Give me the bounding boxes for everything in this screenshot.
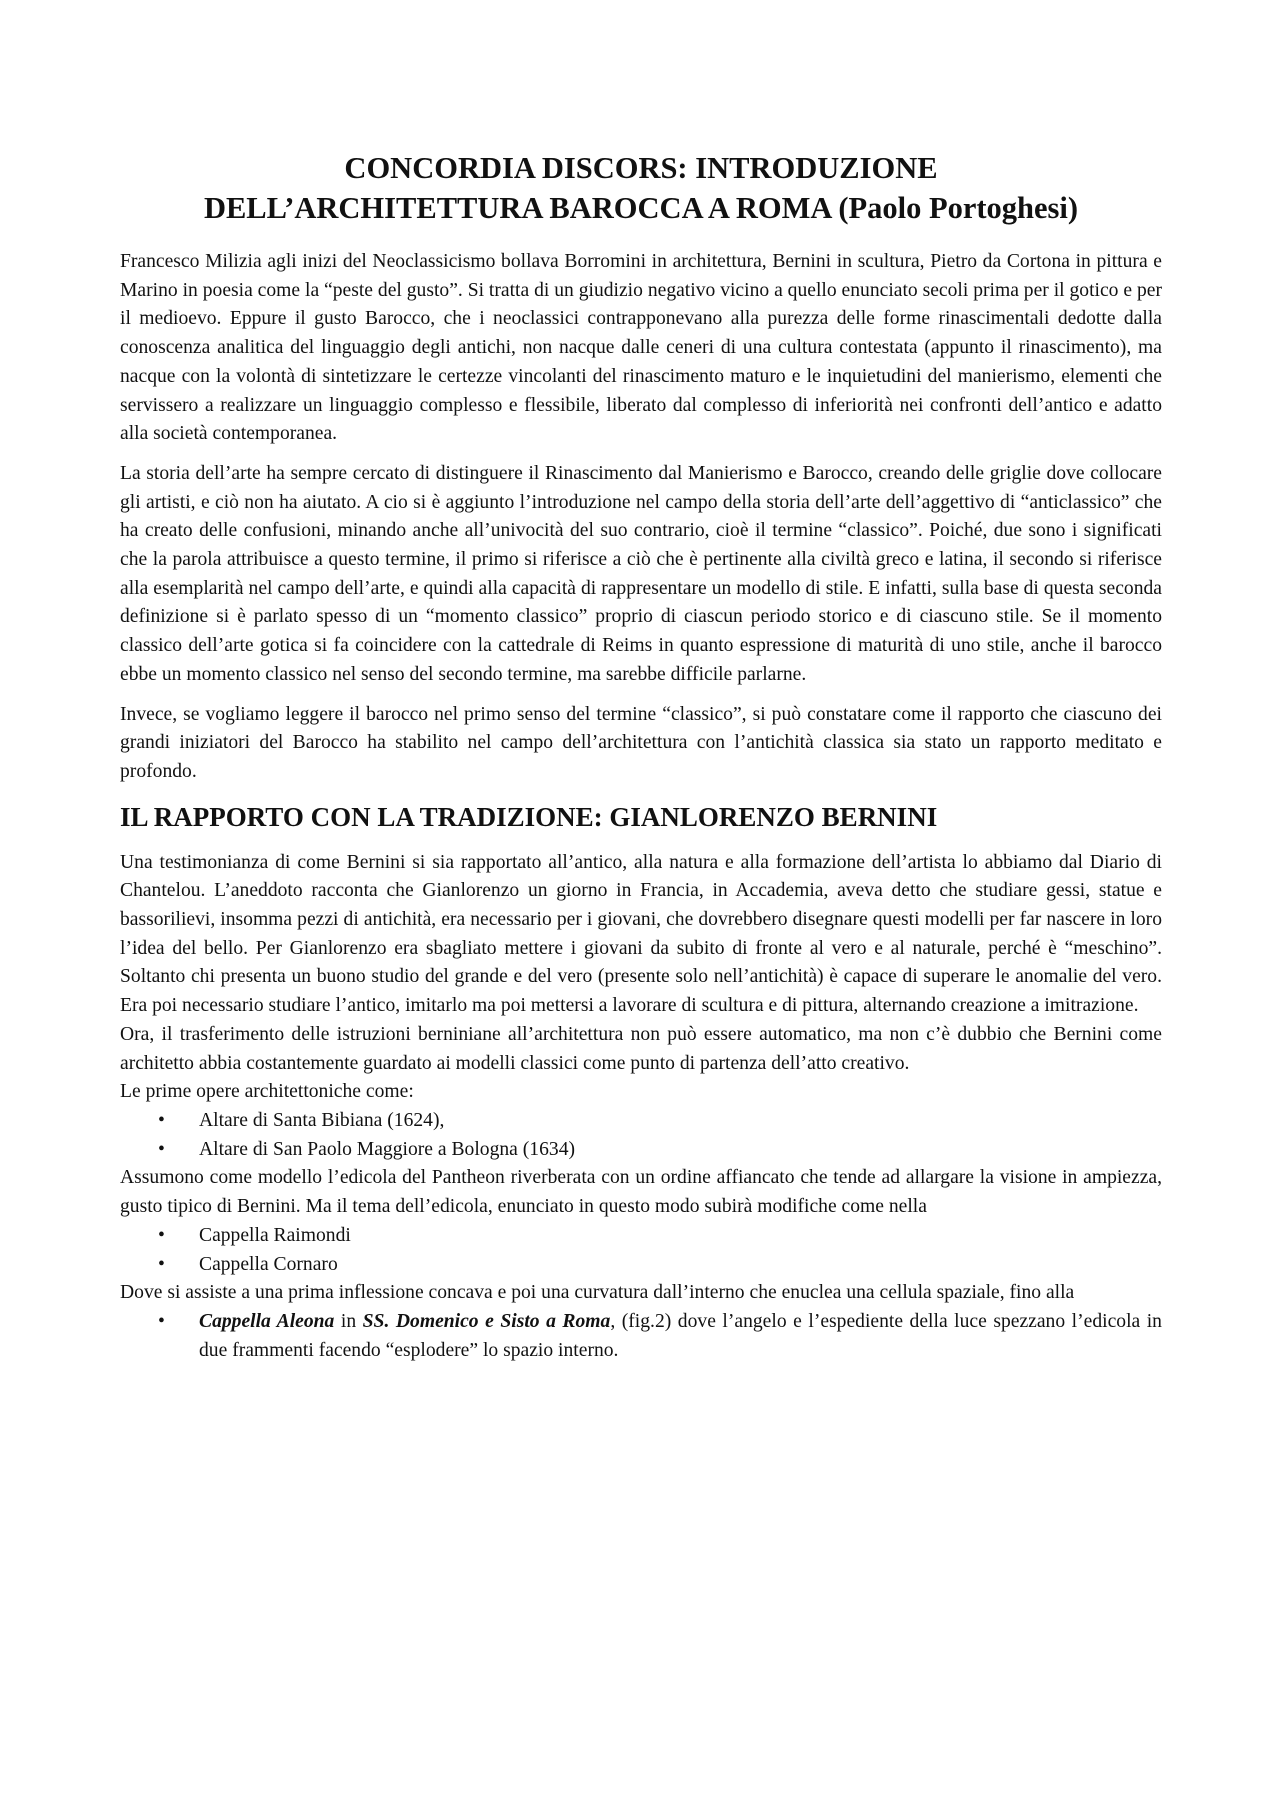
connector-word: in (340, 1310, 357, 1332)
list-item-text: Cappella Cornaro (199, 1253, 338, 1275)
document-page (120, 148, 1162, 1365)
list-item (120, 1222, 1162, 1251)
list-item (120, 1308, 1162, 1365)
bullet-glyph: • (158, 1138, 165, 1160)
bullet-glyph: • (158, 1109, 165, 1131)
list-item-text: Cappella Raimondi (199, 1224, 351, 1246)
bullet-glyph: • (158, 1224, 165, 1246)
list-cappella-aleona (120, 1308, 1162, 1365)
paragraph-pantheon: Assumono come modello l’edicola del Pantheon riverberata con un ordine affiancato che tende ad allargare la visione in ampiezza, gusto tipico di Bernini. Ma il tema dell’edicola, enunciato in questo modo subirà modifiche come nella (120, 1167, 1162, 1218)
paragraph-storia-arte: La storia dell’arte ha sempre cercato di distinguere il Rinascimento dal Manierismo e Barocco, creando delle griglie dove collocare gli artisti, e ciò non ha aiutato. A cio si è aggiunto l’introduzione nel campo della storia dell’arte dell’aggettivo di “anticlassico” che ha creato delle confusioni, minando anche all’univocità del suo contrario, cioè il termine “classico”. Poiché, due sono i significati che la parola attribuisce a questo termine, il primo si riferisce a ciò che è pertinente alla civiltà greco e latina, il secondo si riferisce alla esemplarità nel campo dell’arte, e quindi alla capacità di rappresentare un modello di stile. E infatti, sulla base di questa seconda definizione si è parlato spesso di un “momento classico” proprio di ciascun periodo storico e di ciascuno stile. Se il momento classico dell’arte gotica si fa coincidere con la cattedrale di Reims in quanto espressione di maturità di uno stile, anche il barocco ebbe un momento classico nel senso del secondo termine, ma sarebbe difficile parlarne. (120, 462, 1162, 685)
list-prime-opere (120, 1107, 1162, 1164)
bullet-glyph: • (158, 1253, 165, 1275)
list-item (120, 1107, 1162, 1136)
paragraph-chantelou: Una testimonianza di come Bernini si sia rapportato all’antico, alla natura e alla formazione dell’artista lo abbiamo dal Diario di Chantelou. L’aneddoto racconta che Gianlorenzo un giorno in Francia, in Accademia, aveva detto che studiare gessi, statue e bassorilievi, insomma pezzi di antichità, era necessario per i giovani, che dovrebbero disegnare questi modelli per far nascere in loro l’idea del bello. Per Gianlorenzo era sbagliato mettere i giovani da subito di fronte al vero e al naturale, perché è “meschino”. Soltanto chi presenta un buono studio del grande e del vero (presente solo nell’antichità) è capace di superare le anomalie del vero. Era poi necessario studiare l’antico, imitarlo ma poi mettersi a lavorare di scultura e di pittura, alternando creazione a imitrazione. (120, 851, 1162, 1017)
bullet-glyph: • (158, 1310, 165, 1332)
list-item-text: Altare di Santa Bibiana (1624), (199, 1109, 445, 1131)
list-cappelle (120, 1222, 1162, 1279)
paragraph-prime-opere: Le prime opere architettoniche come: (120, 1081, 414, 1103)
section-heading-bernini: IL RAPPORTO CON LA TRADIZIONE: GIANLORENZO BERNINI (120, 801, 938, 832)
paragraph-architettura: Ora, il trasferimento delle istruzioni berniniane all’architettura non può essere automatico, ma non c’è dubbio che Bernini come architetto abbia costantemente guardato ai modelli classici come punto di partenza dell’atto creativo. (120, 1023, 1162, 1074)
list-item-text: , (fig.2) dove l’angelo e l’espediente della luce spezzano l’edicola in due frammenti facendo “esplodere” lo spazio interno. (199, 1310, 1162, 1361)
paragraph-classico: Invece, se vogliamo leggere il barocco nel primo senso del termine “classico”, si può constatare come il rapporto che ciascuno dei grandi iniziatori del Barocco ha stabilito nel campo dell’architettura con l’antichità classica sia stato un rapporto meditato e profondo. (120, 703, 1162, 782)
list-item (120, 1136, 1162, 1165)
paragraph-inflessione: Dove si assiste a una prima inflessione concava e poi una curvatura dall’interno che enuclea una cellula spaziale, fino alla (120, 1282, 1075, 1304)
list-item (120, 1251, 1162, 1280)
cappella-aleona-name: Cappella Aleona (199, 1310, 335, 1332)
list-item-text: Altare di San Paolo Maggiore a Bologna (1634) (199, 1138, 576, 1160)
document-title (120, 148, 1162, 228)
title-line-1: CONCORDIA DISCORS: INTRODUZIONE (344, 151, 938, 185)
title-line-2: DELL’ARCHITETTURA BAROCCA A ROMA (Paolo Portoghesi) (203, 191, 1079, 225)
church-name: SS. Domenico e Sisto a Roma (362, 1310, 611, 1332)
paragraph-intro: Francesco Milizia agli inizi del Neoclassicismo bollava Borromini in architettura, Bernini in scultura, Pietro da Cortona in pittura e Marino in poesia come la “peste del gusto”. Si tratta di un giudizio negativo vicino a quello enunciato secoli prima per il gotico e per il medioevo. Eppure il gusto Barocco, che i neoclassici contrapponevano alla purezza delle forme rinascimentali dedotte dalla conoscenza analitica del linguaggio degli antichi, non nacque dalle ceneri di una cultura contestata (appunto il rinascimento), ma nacque con la volontà di sintetizzare le certezze vincolanti del rinascimento maturo e le inquietudini del manierismo, elementi che servissero a realizzare un linguaggio complesso e flessibile, liberato dal complesso di inferiorità nei confronti dell’antico e adatto alla società contemporanea. (120, 251, 1162, 445)
